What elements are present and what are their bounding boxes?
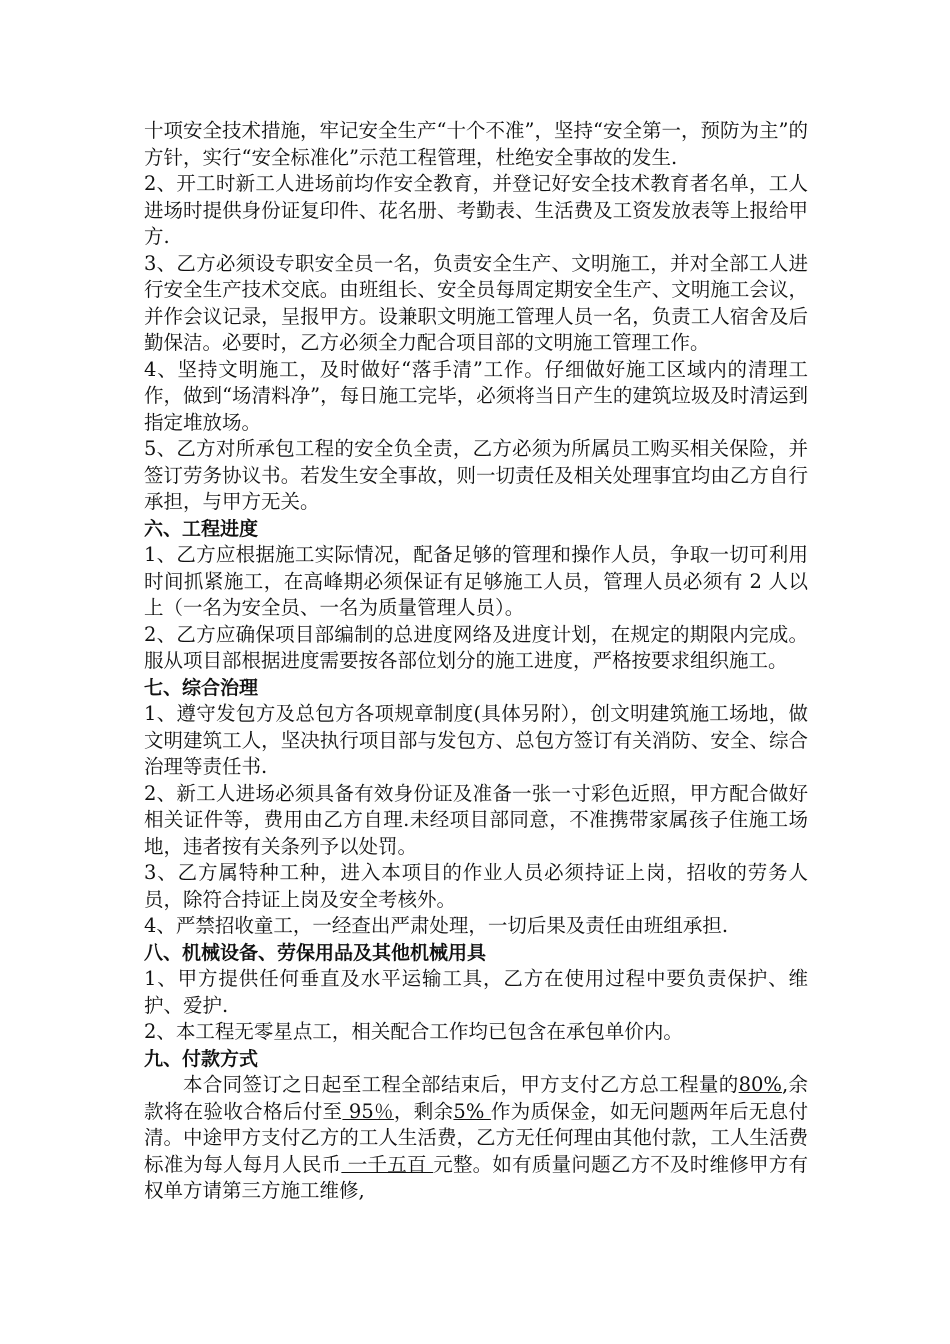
paragraph-identity-documents: 2、新工人进场必须具备有效身份证及准备一张一寸彩色近照，甲方配合做好相关证件等，费用由乙方自理.未经项目部同意，不准携带家属孩子住施工场地，违者按有关条列予以处罚。	[144, 781, 808, 858]
paragraph-safety-measures: 十项安全技术措施，牢记安全生产“十个不准”，坚持“安全第一，预防为主”的方针，实行“安全标准化”示范工程管理，杜绝安全事故的发生.	[144, 119, 808, 169]
payment-percent-5: 5%	[453, 1099, 491, 1123]
paragraph-safety-education: 2、开工时新工人进场前均作安全教育，并登记好安全技术教育者名单，工人进场时提供身份证复印件、花名册、考勤表、生活费及工资发放表等上报给甲方.	[144, 172, 808, 248]
payment-text-5: 元整。如有质量问题乙方不及时维修甲方有权单方请第三方施工维修,	[144, 1152, 808, 1202]
paragraph-transport-tools: 1、甲方提供任何垂直及水平运输工具，乙方在使用过程中要负责保护、维护、爱护.	[144, 967, 808, 1017]
paragraph-safety-officer: 3、乙方必须设专职安全员一名，负责安全生产、文明施工，并对全部工人进行安全生产技术交底。由班组长、安全员每周定期安全生产、文明施工会议，并作会议记录，呈报甲方。设兼职文明施工管理人员一名，负责工人宿舍及后勤保洁。必要时，乙方必须全力配合项目部的文明施工管理工作。	[144, 251, 808, 354]
payment-living-allowance: 一千五百	[341, 1152, 434, 1176]
payment-percent-95: 95％	[342, 1099, 394, 1123]
payment-text-3: ，剩余	[393, 1099, 454, 1123]
paragraph-civilized-construction: 4、坚持文明施工，及时做好“落手清”工作。仔细做好施工区域内的清理工作，做到“场清料净”，每日施工完毕，必须将当日产生的建筑垃圾及时清运到指定堆放场。	[144, 357, 808, 434]
paragraph-no-odd-jobs: 2、本工程无零星点工，相关配合工作均已包含在承包单价内。	[144, 1020, 683, 1043]
payment-percent-80: 80%	[738, 1073, 782, 1096]
section-heading-equipment: 八、机械设备、劳保用品及其他机械用具	[144, 941, 487, 964]
paragraph-safety-responsibility: 5、乙方对所承包工程的安全负全责，乙方必须为所属员工购买相关保险，并签订劳务协议书。若发生安全事故，则一切责任及相关处理事宜均由乙方自行承担，与甲方无关。	[144, 437, 808, 513]
paragraph-regulations: 1、遵守发包方及总包方各项规章制度(具体另附），创文明建筑施工场地，做文明建筑工人，坚决执行项目部与发包方、总包方签订有关消防、安全、综合治理等责任书.	[144, 702, 808, 778]
document-page	[144, 118, 808, 1205]
section-heading-payment: 九、付款方式	[144, 1047, 259, 1070]
paragraph-special-trades: 3、乙方属特种工种，进入本项目的作业人员必须持证上岗，招收的劳务人员，除符合持证上岗及安全考核外。	[144, 861, 808, 911]
paragraph-child-labor: 4、严禁招收童工，一经查出严肃处理，一切后果及责任由班组承担.	[144, 914, 729, 937]
payment-text-2: ,余款将在验收合格后付至	[144, 1073, 808, 1123]
paragraph-schedule: 2、乙方应确保项目部编制的总进度网络及进度计划，在规定的期限内完成。服从项目部根据进度需要按各部位划分的施工进度，严格按要求组织施工。	[144, 622, 808, 672]
section-heading-governance: 七、综合治理	[144, 676, 259, 699]
paragraph-staffing: 1、乙方应根据施工实际情况，配备足够的管理和操作人员，争取一切可利用时间抓紧施工，在高峰期必须保证有足够施工人员，管理人员必须有 2 人以上（一名为安全员、一名为质量管理人员）。	[144, 543, 808, 619]
paragraph-payment-terms	[144, 1072, 808, 1205]
payment-text-1: 本合同签订之日起至工程全部结束后，甲方支付乙方总工程量的	[183, 1073, 739, 1096]
payment-text-4: 作为质保金，如无问题两年后无息付清。中途甲方支付乙方的工人生活费，乙方无任何理由其他付款，工人生活费标准为每人每月人民币	[144, 1099, 808, 1176]
section-heading-progress: 六、工程进度	[144, 517, 259, 540]
